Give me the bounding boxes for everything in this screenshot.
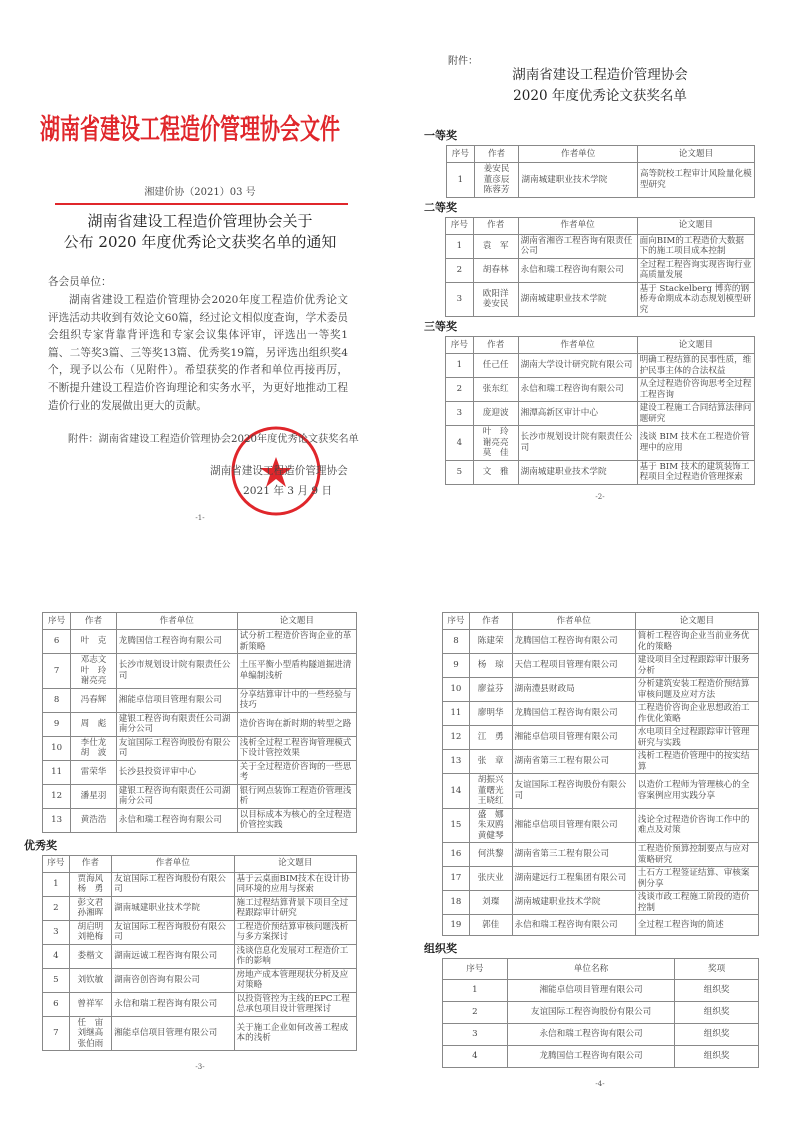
attachment-label: 附件： xyxy=(448,56,478,67)
author-cell: 文 雅 xyxy=(473,460,518,484)
author-cell: 叶 玲 谢亮亮 莫 佳 xyxy=(473,426,518,461)
column-header: 奖项 xyxy=(675,959,759,980)
unit-cell: 湖南咨创咨询有限公司 xyxy=(112,968,234,992)
table-row xyxy=(43,630,357,654)
author-cell: 何洪黎 xyxy=(469,843,512,867)
second-prize-table xyxy=(445,217,755,318)
unit-cell: 龙腾国信工程咨询有限公司 xyxy=(512,630,635,654)
title-cell: 房地产成本管理现状分析及应对策略 xyxy=(234,968,356,992)
column-header: 序号 xyxy=(443,613,470,630)
column-header: 论文题目 xyxy=(234,855,356,872)
signature: 湖南省建设工程造价管理协会 xyxy=(210,465,348,477)
column-header: 论文题目 xyxy=(637,337,754,354)
title-cell: 浅谈 BIM 技术在工程造价管理中的应用 xyxy=(637,426,754,461)
table-row xyxy=(443,654,759,678)
table-header-row xyxy=(43,613,357,630)
table-row xyxy=(43,736,357,760)
unit-cell: 湘能卓信项目管理有限公司 xyxy=(512,808,635,843)
organization-prize-label: 组织奖 xyxy=(424,942,457,955)
page-1 xyxy=(0,0,400,565)
notice-body: 湖南省建设工程造价管理协会2020年度工程造价优秀论文评选活动共收到有效论文60篇，经过论文相似度查询，学术委员会组织专家背靠背评选和专家会议集体评审，评选出一等奖1篇、二等奖3篇、三等奖13篇、优秀奖19篇，另评选出组织奖4个，现予以公布（见附件）。希望获奖的作者和单位再接再厉，不断提升建设工程造价咨询理论和实务水平，为更好地推动工程造价行业的发展做出更大的贡献。 xyxy=(48,294,348,412)
column-header: 作者单位 xyxy=(512,613,635,630)
third-prize-table-continued xyxy=(42,612,357,833)
author-cell: 盛 娜 朱双鸥 黄健琴 xyxy=(469,808,512,843)
list-title-line1: 湖南省建设工程造价管理协会 xyxy=(512,67,688,83)
unit-cell: 长沙市规划设计院有限责任公司 xyxy=(116,654,237,689)
document-header: 湖南省建设工程造价管理协会文件 xyxy=(40,111,340,146)
author-cell: 彭文君 孙湘晖 xyxy=(69,896,111,920)
index-cell: 8 xyxy=(43,688,71,712)
index-cell: 2 xyxy=(446,378,474,402)
excellence-prize-table xyxy=(42,855,357,1052)
award-sections xyxy=(0,612,400,1071)
index-cell: 6 xyxy=(43,992,70,1016)
table-row xyxy=(43,1016,357,1051)
unit-cell: 建银工程咨询有限责任公司湖南分公司 xyxy=(116,784,237,808)
author-cell: 娄楷文 xyxy=(69,944,111,968)
title-cell: 以造价工程师为管理核心的全容案例应用实践分享 xyxy=(635,774,758,809)
notice-title-line2: 公布 2020 年度优秀论文获奖名单的通知 xyxy=(63,233,337,251)
title-cell: 建设项目全过程跟踪审计服务分析 xyxy=(635,654,758,678)
title-cell: 简析工程咨询企业当前业务优化的策略 xyxy=(635,630,758,654)
first-prize-table xyxy=(446,145,755,198)
unit-cell: 湖南省第三工程有限公司 xyxy=(512,750,635,774)
index-cell: 6 xyxy=(43,630,71,654)
column-header: 作者单位 xyxy=(519,146,638,163)
award-cell: 组织奖 xyxy=(675,1046,759,1068)
first-prize-label: 一等奖 xyxy=(424,129,457,142)
author-cell: 贾海风 杨 勇 xyxy=(69,872,111,896)
table-header-row xyxy=(447,146,755,163)
table-header-row xyxy=(446,337,755,354)
author-cell: 廖益芬 xyxy=(469,678,512,702)
column-header: 作者 xyxy=(71,613,117,630)
table-row xyxy=(443,867,759,891)
author-cell: 胡启明 刘艳梅 xyxy=(69,920,111,944)
index-cell: 16 xyxy=(443,843,470,867)
title-cell: 以目标成本为核心的全过程造价管控实践 xyxy=(237,808,356,832)
table-row xyxy=(446,460,755,484)
author-cell: 江 勇 xyxy=(469,726,512,750)
table-header-row xyxy=(43,855,357,872)
unit-cell: 湖南省第三工程有限公司 xyxy=(512,843,635,867)
unit-cell: 湖南城建职业技术学院 xyxy=(519,163,638,198)
notice-title-line1: 湖南省建设工程造价管理协会关于 xyxy=(87,212,313,230)
index-cell: 12 xyxy=(443,726,470,750)
index-cell: 5 xyxy=(446,460,474,484)
unit-cell: 天信工程项目管理有限公司 xyxy=(512,654,635,678)
unit-cell: 永信和瑞工程咨询有限公司 xyxy=(112,992,234,1016)
author-cell: 周 彪 xyxy=(71,712,117,736)
index-cell: 17 xyxy=(443,867,470,891)
table-row xyxy=(446,354,755,378)
index-cell: 1 xyxy=(43,872,70,896)
index-cell: 3 xyxy=(43,920,70,944)
table-row xyxy=(443,980,759,1002)
title-cell: 基于 BIM 技术的建筑装饰工程项目全过程造价管理探索 xyxy=(637,460,754,484)
unit-cell: 友谊国际工程咨询股份有限公司 xyxy=(512,774,635,809)
column-header: 序号 xyxy=(43,855,70,872)
unit-cell: 湖南城建职业技术学院 xyxy=(512,891,635,915)
title-cell: 建设工程施工合同结算法律问题研究 xyxy=(637,402,754,426)
unit-cell: 永信和瑞工程咨询有限公司 xyxy=(518,378,637,402)
title-cell: 从全过程造价咨询思考全过程工程咨询 xyxy=(637,378,754,402)
unit-cell: 湘能卓信项目管理有限公司 xyxy=(507,980,674,1002)
index-cell: 10 xyxy=(443,678,470,702)
index-cell: 1 xyxy=(447,163,475,198)
page-3 xyxy=(0,566,400,1131)
author-cell: 任 宙 刘继高 张伯雨 xyxy=(69,1016,111,1051)
page-number: -1- xyxy=(195,514,205,522)
index-cell: 1 xyxy=(443,980,508,1002)
index-cell: 9 xyxy=(443,654,470,678)
index-cell: 3 xyxy=(446,402,474,426)
table-row xyxy=(443,808,759,843)
table-row xyxy=(443,915,759,936)
title-cell: 明确工程结算的民事性质，维护民事主体的合法权益 xyxy=(637,354,754,378)
title-cell: 银行网点装饰工程造价管理浅析 xyxy=(237,784,356,808)
unit-cell: 湘能卓信项目管理有限公司 xyxy=(116,688,237,712)
author-cell: 冯春辉 xyxy=(71,688,117,712)
author-cell: 雷荣华 xyxy=(71,760,117,784)
page-2 xyxy=(400,0,800,565)
title-cell: 造价咨询在新时期的转型之路 xyxy=(237,712,356,736)
award-cell: 组织奖 xyxy=(675,1024,759,1046)
index-cell: 4 xyxy=(43,944,70,968)
column-header: 作者单位 xyxy=(518,217,637,234)
unit-cell: 友谊国际工程咨询股份有限公司 xyxy=(507,1002,674,1024)
index-cell: 7 xyxy=(43,1016,70,1051)
index-cell: 1 xyxy=(446,234,474,258)
title-cell: 全过程工程咨询的简述 xyxy=(635,915,758,936)
title-cell: 工程造价预算控制要点与应对策略研究 xyxy=(635,843,758,867)
index-cell: 7 xyxy=(43,654,71,689)
title-cell: 全过程工程咨询实现咨询行业高质量发展 xyxy=(637,258,754,282)
author-cell: 曾祥军 xyxy=(69,992,111,1016)
column-header: 序号 xyxy=(446,337,474,354)
document-number: 湘建价协（2021）03 号 xyxy=(144,187,256,198)
unit-cell: 友谊国际工程咨询股份有限公司 xyxy=(112,920,234,944)
page-number: -2- xyxy=(595,492,605,501)
page-4 xyxy=(400,566,800,1131)
title-cell: 试分析工程造价咨询企业的革新策略 xyxy=(237,630,356,654)
title-cell: 土石方工程签证结算、审核案例分享 xyxy=(635,867,758,891)
index-cell: 11 xyxy=(443,702,470,726)
title-cell: 浅谈市政工程施工阶段的造价控制 xyxy=(635,891,758,915)
table-row xyxy=(443,678,759,702)
table-row xyxy=(446,426,755,461)
title-cell: 浅谈信息化发展对工程造价工作的影响 xyxy=(234,944,356,968)
author-cell: 庞迎波 xyxy=(473,402,518,426)
unit-cell: 湖南城建职业技术学院 xyxy=(518,282,637,317)
index-cell: 12 xyxy=(43,784,71,808)
author-cell: 欧阳洋 姜安民 xyxy=(473,282,518,317)
unit-cell: 长沙市规划设计院有限责任公司 xyxy=(518,426,637,461)
unit-cell: 湘能卓信项目管理有限公司 xyxy=(512,726,635,750)
table-header-row xyxy=(443,613,759,630)
column-header: 序号 xyxy=(43,613,71,630)
table-row xyxy=(446,234,755,258)
table-row xyxy=(443,774,759,809)
index-cell: 5 xyxy=(43,968,70,992)
unit-cell: 长沙县投资评审中心 xyxy=(116,760,237,784)
index-cell: 3 xyxy=(446,282,474,317)
author-cell: 陈建荣 xyxy=(469,630,512,654)
table-row xyxy=(43,784,357,808)
title-cell: 浅析工程造价管理中的按实结算 xyxy=(635,750,758,774)
column-header: 序号 xyxy=(443,959,508,980)
index-cell: 4 xyxy=(443,1046,508,1068)
table-row xyxy=(446,258,755,282)
index-cell: 2 xyxy=(443,1002,508,1024)
award-sections xyxy=(400,126,800,501)
award-cell: 组织奖 xyxy=(675,1002,759,1024)
page-number: -4- xyxy=(595,1080,605,1088)
table-row xyxy=(446,402,755,426)
author-cell: 张 章 xyxy=(469,750,512,774)
unit-cell: 友谊国际工程咨询股份有限公司 xyxy=(116,736,237,760)
author-cell: 廖明华 xyxy=(469,702,512,726)
third-prize-table xyxy=(445,336,755,485)
unit-cell: 永信和瑞工程咨询有限公司 xyxy=(512,915,635,936)
column-header: 论文题目 xyxy=(635,613,758,630)
salutation: 各会员单位： xyxy=(48,276,112,288)
table-row xyxy=(446,282,755,317)
column-header: 序号 xyxy=(447,146,475,163)
author-cell: 刘璨 xyxy=(469,891,512,915)
unit-cell: 湖南大学设计研究院有限公司 xyxy=(518,354,637,378)
table-row xyxy=(443,891,759,915)
author-cell: 任己任 xyxy=(473,354,518,378)
index-cell: 9 xyxy=(43,712,71,736)
table-row xyxy=(443,702,759,726)
title-cell: 基于云桌面BIM技术在设计协同环境的应用与探索 xyxy=(234,872,356,896)
column-header: 作者 xyxy=(474,146,519,163)
table-header-row xyxy=(446,217,755,234)
table-row xyxy=(443,843,759,867)
column-header: 论文题目 xyxy=(237,613,356,630)
index-cell: 4 xyxy=(446,426,474,461)
second-prize-label: 二等奖 xyxy=(424,200,457,214)
index-cell: 15 xyxy=(443,808,470,843)
author-cell: 李仕龙 胡 波 xyxy=(71,736,117,760)
date: 2021 年 3 月 9 日 xyxy=(243,485,333,497)
column-header: 序号 xyxy=(446,217,474,234)
author-cell: 刘钦敏 xyxy=(69,968,111,992)
third-prize-label: 三等奖 xyxy=(424,320,457,333)
author-cell: 张东红 xyxy=(473,378,518,402)
title-cell: 水电项目全过程跟踪审计管理研究与实践 xyxy=(635,726,758,750)
page-number: -3- xyxy=(195,1063,205,1071)
table-row xyxy=(43,992,357,1016)
table-row xyxy=(43,896,357,920)
column-header: 论文题目 xyxy=(637,217,754,234)
table-row xyxy=(43,920,357,944)
column-header: 作者 xyxy=(473,337,518,354)
unit-cell: 湖南澧县财政局 xyxy=(512,678,635,702)
author-cell: 胡春林 xyxy=(473,258,518,282)
table-row xyxy=(43,712,357,736)
unit-cell: 永信和瑞工程咨询有限公司 xyxy=(518,258,637,282)
title-cell: 面向BIM的工程造价大数据下的施工项目成本控制 xyxy=(637,234,754,258)
table-row xyxy=(443,1046,759,1068)
award-cell: 组织奖 xyxy=(675,980,759,1002)
table-row xyxy=(443,726,759,750)
author-cell: 杨 琼 xyxy=(469,654,512,678)
table-row xyxy=(43,760,357,784)
index-cell: 18 xyxy=(443,891,470,915)
index-cell: 19 xyxy=(443,915,470,936)
column-header: 作者 xyxy=(469,613,512,630)
unit-cell: 湘能卓信项目管理有限公司 xyxy=(112,1016,234,1051)
unit-cell: 湖南省湘咨工程咨询有限责任公司 xyxy=(518,234,637,258)
table-row xyxy=(443,1002,759,1024)
author-cell: 姜安民 董彦辰 陈蓉芳 xyxy=(474,163,519,198)
table-row xyxy=(447,163,755,198)
author-cell: 袁 军 xyxy=(473,234,518,258)
unit-cell: 湖南城建职业技术学院 xyxy=(518,460,637,484)
table-header-row xyxy=(443,959,759,980)
index-cell: 14 xyxy=(443,774,470,809)
table-row xyxy=(443,630,759,654)
title-cell: 分析建筑安装工程造价预结算审核问题及应对方法 xyxy=(635,678,758,702)
index-cell: 11 xyxy=(43,760,71,784)
index-cell: 3 xyxy=(443,1024,508,1046)
unit-cell: 永信和瑞工程咨询有限公司 xyxy=(507,1024,674,1046)
table-row xyxy=(43,688,357,712)
unit-cell: 湘潭高新区审计中心 xyxy=(518,402,637,426)
author-cell: 叶 克 xyxy=(71,630,117,654)
table-row xyxy=(43,872,357,896)
column-header: 论文题目 xyxy=(637,146,754,163)
table-row xyxy=(446,378,755,402)
column-header: 作者 xyxy=(69,855,111,872)
index-cell: 10 xyxy=(43,736,71,760)
title-cell: 施工过程结算背景下项目全过程跟踪审计研究 xyxy=(234,896,356,920)
unit-cell: 湖南建远行工程集团有限公司 xyxy=(512,867,635,891)
column-header: 作者 xyxy=(473,217,518,234)
title-cell: 关于施工企业如何改善工程成本的浅析 xyxy=(234,1016,356,1051)
index-cell: 2 xyxy=(446,258,474,282)
index-cell: 8 xyxy=(443,630,470,654)
red-divider xyxy=(55,203,348,205)
column-header: 单位名称 xyxy=(507,959,674,980)
award-sections xyxy=(400,612,800,1088)
title-cell: 浅论全过程造价咨询工作中的难点及对策 xyxy=(635,808,758,843)
table-row xyxy=(43,808,357,832)
title-cell: 高等院校工程审计风险量化模型研究 xyxy=(637,163,754,198)
author-cell: 黄浩浩 xyxy=(71,808,117,832)
author-cell: 张庆业 xyxy=(469,867,512,891)
table-row xyxy=(443,1024,759,1046)
unit-cell: 龙腾国信工程咨询有限公司 xyxy=(512,702,635,726)
list-title-line2: 2020 年度优秀论文获奖名单 xyxy=(513,88,687,104)
unit-cell: 龙腾国信工程咨询有限公司 xyxy=(116,630,237,654)
attachment-note: 附件：湖南省建设工程造价管理协会2020年度优秀论文获奖名单 xyxy=(68,434,359,445)
index-cell: 13 xyxy=(443,750,470,774)
author-cell: 郭佳 xyxy=(469,915,512,936)
table-row xyxy=(443,750,759,774)
unit-cell: 永信和瑞工程咨询有限公司 xyxy=(116,808,237,832)
index-cell: 1 xyxy=(446,354,474,378)
title-cell: 以投资管控为主线的EPC工程总承包项目设计管理探讨 xyxy=(234,992,356,1016)
excellence-prize-label: 优秀奖 xyxy=(24,838,57,852)
unit-cell: 建银工程咨询有限责任公司湖南分公司 xyxy=(116,712,237,736)
unit-cell: 湖南城建职业技术学院 xyxy=(112,896,234,920)
title-cell: 浅析全过程工程咨询管理模式下设计管控效果 xyxy=(237,736,356,760)
excellence-prize-table-continued xyxy=(442,612,759,936)
unit-cell: 龙腾国信工程咨询有限公司 xyxy=(507,1046,674,1068)
column-header: 作者单位 xyxy=(116,613,237,630)
table-row xyxy=(43,968,357,992)
index-cell: 2 xyxy=(43,896,70,920)
table-row xyxy=(43,944,357,968)
title-cell: 工程造价咨询企业思想政治工作优化策略 xyxy=(635,702,758,726)
author-cell: 邓志文 叶 玲 谢亮亮 xyxy=(71,654,117,689)
title-cell: 工程造价预结算审核问题浅析与多方案探讨 xyxy=(234,920,356,944)
author-cell: 潘星羽 xyxy=(71,784,117,808)
index-cell: 13 xyxy=(43,808,71,832)
title-cell: 土压平衡小型盾构隧道掘进清单编制浅析 xyxy=(237,654,356,689)
organization-prize-table xyxy=(442,958,759,1068)
column-header: 作者单位 xyxy=(518,337,637,354)
unit-cell: 湖南远诚工程咨询有限公司 xyxy=(112,944,234,968)
author-cell: 胡振兴 董曙光 王晓红 xyxy=(469,774,512,809)
title-cell: 基于 Stackelberg 博弈的钢桥寿命期成本动态规划模型研究 xyxy=(637,282,754,317)
table-row xyxy=(43,654,357,689)
unit-cell: 友谊国际工程咨询股份有限公司 xyxy=(112,872,234,896)
title-cell: 关于全过程造价咨询的一些思考 xyxy=(237,760,356,784)
column-header: 作者单位 xyxy=(112,855,234,872)
title-cell: 分享结算审计中的一些经验与技巧 xyxy=(237,688,356,712)
